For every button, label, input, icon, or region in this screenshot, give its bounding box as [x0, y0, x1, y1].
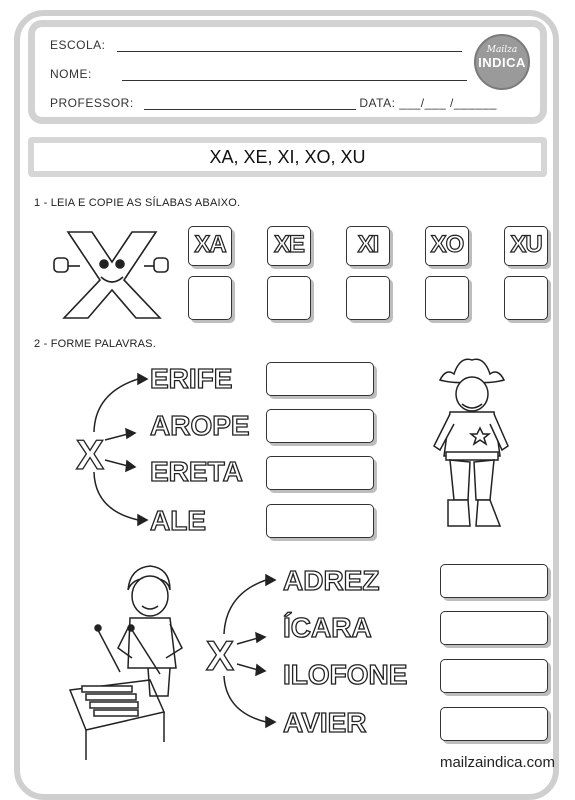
group1-answer-2[interactable]	[266, 409, 374, 443]
escola-label: ESCOLA:	[50, 38, 106, 52]
group2-answer-2[interactable]	[440, 611, 548, 645]
group2-letter-x: X	[206, 632, 235, 679]
group2-word-1: ADREZ	[283, 565, 380, 596]
syllable-xa: XA	[194, 231, 226, 258]
cowboy-illustration	[434, 359, 508, 526]
group2-word-4: AVIER	[283, 707, 367, 738]
group2-answer-4[interactable]	[440, 707, 548, 741]
professor-label: PROFESSOR:	[50, 96, 134, 110]
exercise2-instruction: 2 - FORME PALAVRAS.	[34, 338, 156, 350]
group2-answer-1[interactable]	[440, 564, 548, 598]
nome-label: NOME:	[50, 67, 92, 81]
group1-word-4: ALE	[150, 505, 206, 536]
exercise1-instruction: 1 - LEIA E COPIE AS SÍLABAS ABAIXO.	[34, 197, 241, 209]
syllable-xu: XU	[510, 231, 542, 258]
group1-answer-3[interactable]	[266, 456, 374, 490]
logo-bottom-text: INDICA	[478, 55, 526, 70]
page-title: XA, XE, XI, XO, XU	[28, 137, 547, 177]
footer-site: mailzaindica.com	[439, 754, 555, 771]
date-slots[interactable]: ___/___ /______	[399, 96, 497, 110]
group1-word-1: ERIFE	[150, 363, 233, 394]
syllable-xe: XE	[273, 231, 304, 258]
syllable-xo: XO	[430, 231, 464, 258]
group1-answer-1[interactable]	[266, 362, 374, 396]
group1-answer-4[interactable]	[266, 504, 374, 538]
group2-word-2: ÍCARA	[283, 612, 372, 643]
x-mascot-illustration	[54, 232, 168, 318]
logo-top-text: Mailza	[486, 45, 518, 55]
group2-answer-3[interactable]	[440, 659, 548, 693]
group1-word-3: ERETA	[150, 456, 243, 487]
boy-xylophone-illustration	[70, 566, 182, 760]
group1-letter-x: X	[76, 431, 105, 478]
group1-word-2: AROPE	[150, 410, 250, 441]
data-label: DATA:	[359, 96, 396, 110]
group2-word-3: ILOFONE	[283, 659, 408, 690]
syllable-xi: XI	[357, 231, 379, 258]
